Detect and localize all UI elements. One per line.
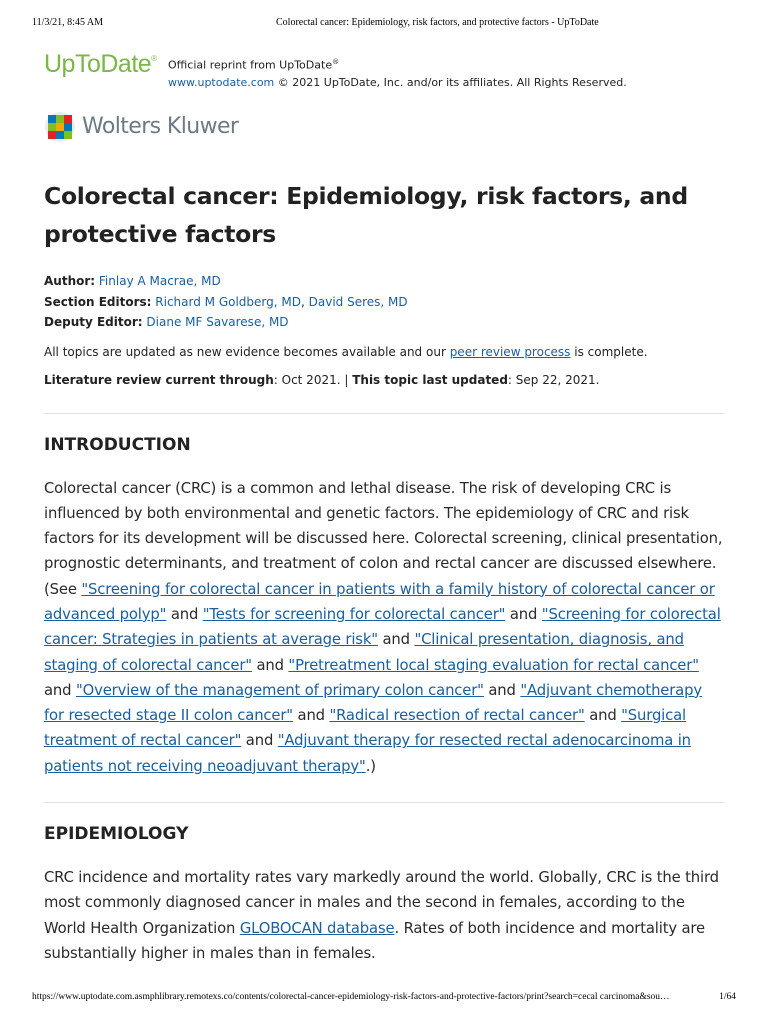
reprint-notice [168, 54, 627, 91]
article-content [44, 177, 724, 966]
topic-link[interactable]: "Clinical presentation, diagnosis, and staging of colorectal cancer" [44, 631, 684, 674]
peer-review-link[interactable]: peer review process [449, 344, 571, 359]
topic-link[interactable]: "Screening for colorectal cancer in patients with a family history of colorectal cancer or advanced polyp" [44, 580, 715, 623]
author-line [44, 271, 724, 292]
topic-link[interactable]: "Overview of the management of primary colon cancer" [75, 681, 484, 699]
topic-link[interactable]: "Pretreatment local staging evaluation for rectal cancer" [288, 656, 699, 674]
conjunction: and [377, 631, 415, 649]
section-divider [44, 802, 724, 803]
review-dates [44, 371, 724, 389]
section-editors-label: Section Editors: [44, 294, 152, 309]
paragraph-text: Colorectal cancer (CRC) is a common and lethal disease. The risk of developing CRC is influenced by both environmental and genetic factors. The epidemiology of CRC and risk factors for its development will be discussed here. Colorectal screening, clinical presentation, prognostic determinants, and treatment of colon and rectal cancer are discussed elsewhere. (See [44, 479, 723, 598]
copyright-text: © 2021 UpToDate, Inc. and/or its affiliates. All Rights Reserved. [274, 75, 627, 89]
paragraph-closing: .) [365, 757, 376, 775]
editor-separator: , [301, 294, 309, 309]
introduction-paragraph [44, 476, 724, 780]
conjunction: and [44, 681, 76, 699]
update-note-text: All topics are updated as new evidence becomes available and our [44, 344, 450, 359]
print-url: https://www.uptodate.com.asmphlibrary.remotexs.co/contents/colorectal-cancer-epidemiology-risk-factors-and-protective-factors/print?search=cecal carcinoma&sou… [32, 992, 670, 1002]
uptodate-site-link[interactable]: www.uptodate.com [168, 75, 275, 89]
epidemiology-paragraph [44, 865, 724, 966]
last-updated-label: This topic last updated [352, 372, 508, 387]
section-editors-line [44, 292, 724, 313]
uptodate-logo-registered: ® [151, 54, 157, 63]
uptodate-logo [44, 50, 157, 79]
conjunction: and [584, 707, 622, 725]
page-number: 1/64 [719, 992, 736, 1002]
deputy-editor-label: Deputy Editor: [44, 315, 143, 329]
conjunction: and [166, 605, 203, 623]
author-link[interactable]: Finlay A Macrae, MD [98, 274, 221, 288]
reprint-registered: ® [332, 58, 340, 66]
topic-link[interactable]: "Tests for screening for colorectal cancer" [202, 605, 506, 623]
uptodate-logo-text: UpToDate [44, 50, 152, 78]
last-updated-value: : Sep 22, 2021. [507, 372, 600, 387]
publisher-name: Wolters Kluwer [82, 114, 239, 139]
topic-link[interactable]: "Adjuvant therapy for resected rectal adenocarcinoma in patients not receiving neoadjuvant therapy" [44, 732, 691, 775]
conjunction: and [292, 707, 330, 725]
section-divider [44, 413, 724, 414]
topic-link[interactable]: "Surgical treatment of rectal cancer" [44, 707, 687, 750]
deputy-editor-link[interactable]: Diane MF Savarese, MD [146, 315, 289, 329]
introduction-heading: INTRODUCTION [44, 434, 191, 455]
paragraph-text: . Rates of both incidence and mortality are substantially higher in males than in females. [44, 919, 705, 962]
topic-link[interactable]: "Screening for colorectal cancer: Strategies in patients at average risk" [44, 605, 721, 649]
print-date: 11/3/21, 8:45 AM [32, 17, 104, 28]
conjunction: and [505, 605, 542, 623]
wolters-kluwer-mark-icon [44, 111, 76, 143]
paragraph-text: CRC incidence and mortality rates vary markedly around the world. Globally, CRC is the third most commonly diagnosed cancer in males and the second in females, according to the World Health Organization [44, 869, 719, 937]
conjunction: and [241, 732, 278, 750]
lit-review-value: : Oct 2021. | [273, 372, 353, 387]
update-note [44, 343, 724, 361]
conjunction: and [483, 681, 521, 699]
update-note-text: is complete. [570, 344, 648, 359]
author-label: Author: [44, 274, 96, 288]
deputy-editor-line [44, 312, 724, 333]
article-credits [44, 271, 724, 333]
conjunction: and [251, 656, 289, 674]
print-page-title: Colorectal cancer: Epidemiology, risk factors, and protective factors - UpToDate [276, 17, 599, 28]
lit-review-label: Literature review current through [44, 372, 274, 387]
topic-link[interactable]: "Radical resection of rectal cancer" [329, 707, 585, 725]
section-editor-link[interactable]: Richard M Goldberg, MD [155, 294, 301, 309]
section-editor-link[interactable]: David Seres, MD [308, 294, 408, 309]
article-title: Colorectal cancer: Epidemiology, risk factors, and protective factors [44, 182, 688, 248]
epidemiology-heading: EPIDEMIOLOGY [44, 824, 189, 845]
topic-link[interactable]: "Adjuvant chemotherapy for resected stage II colon cancer" [44, 681, 702, 725]
reprint-line: Official reprint from UpToDate [168, 58, 333, 72]
globocan-link[interactable]: GLOBOCAN database [239, 919, 395, 937]
